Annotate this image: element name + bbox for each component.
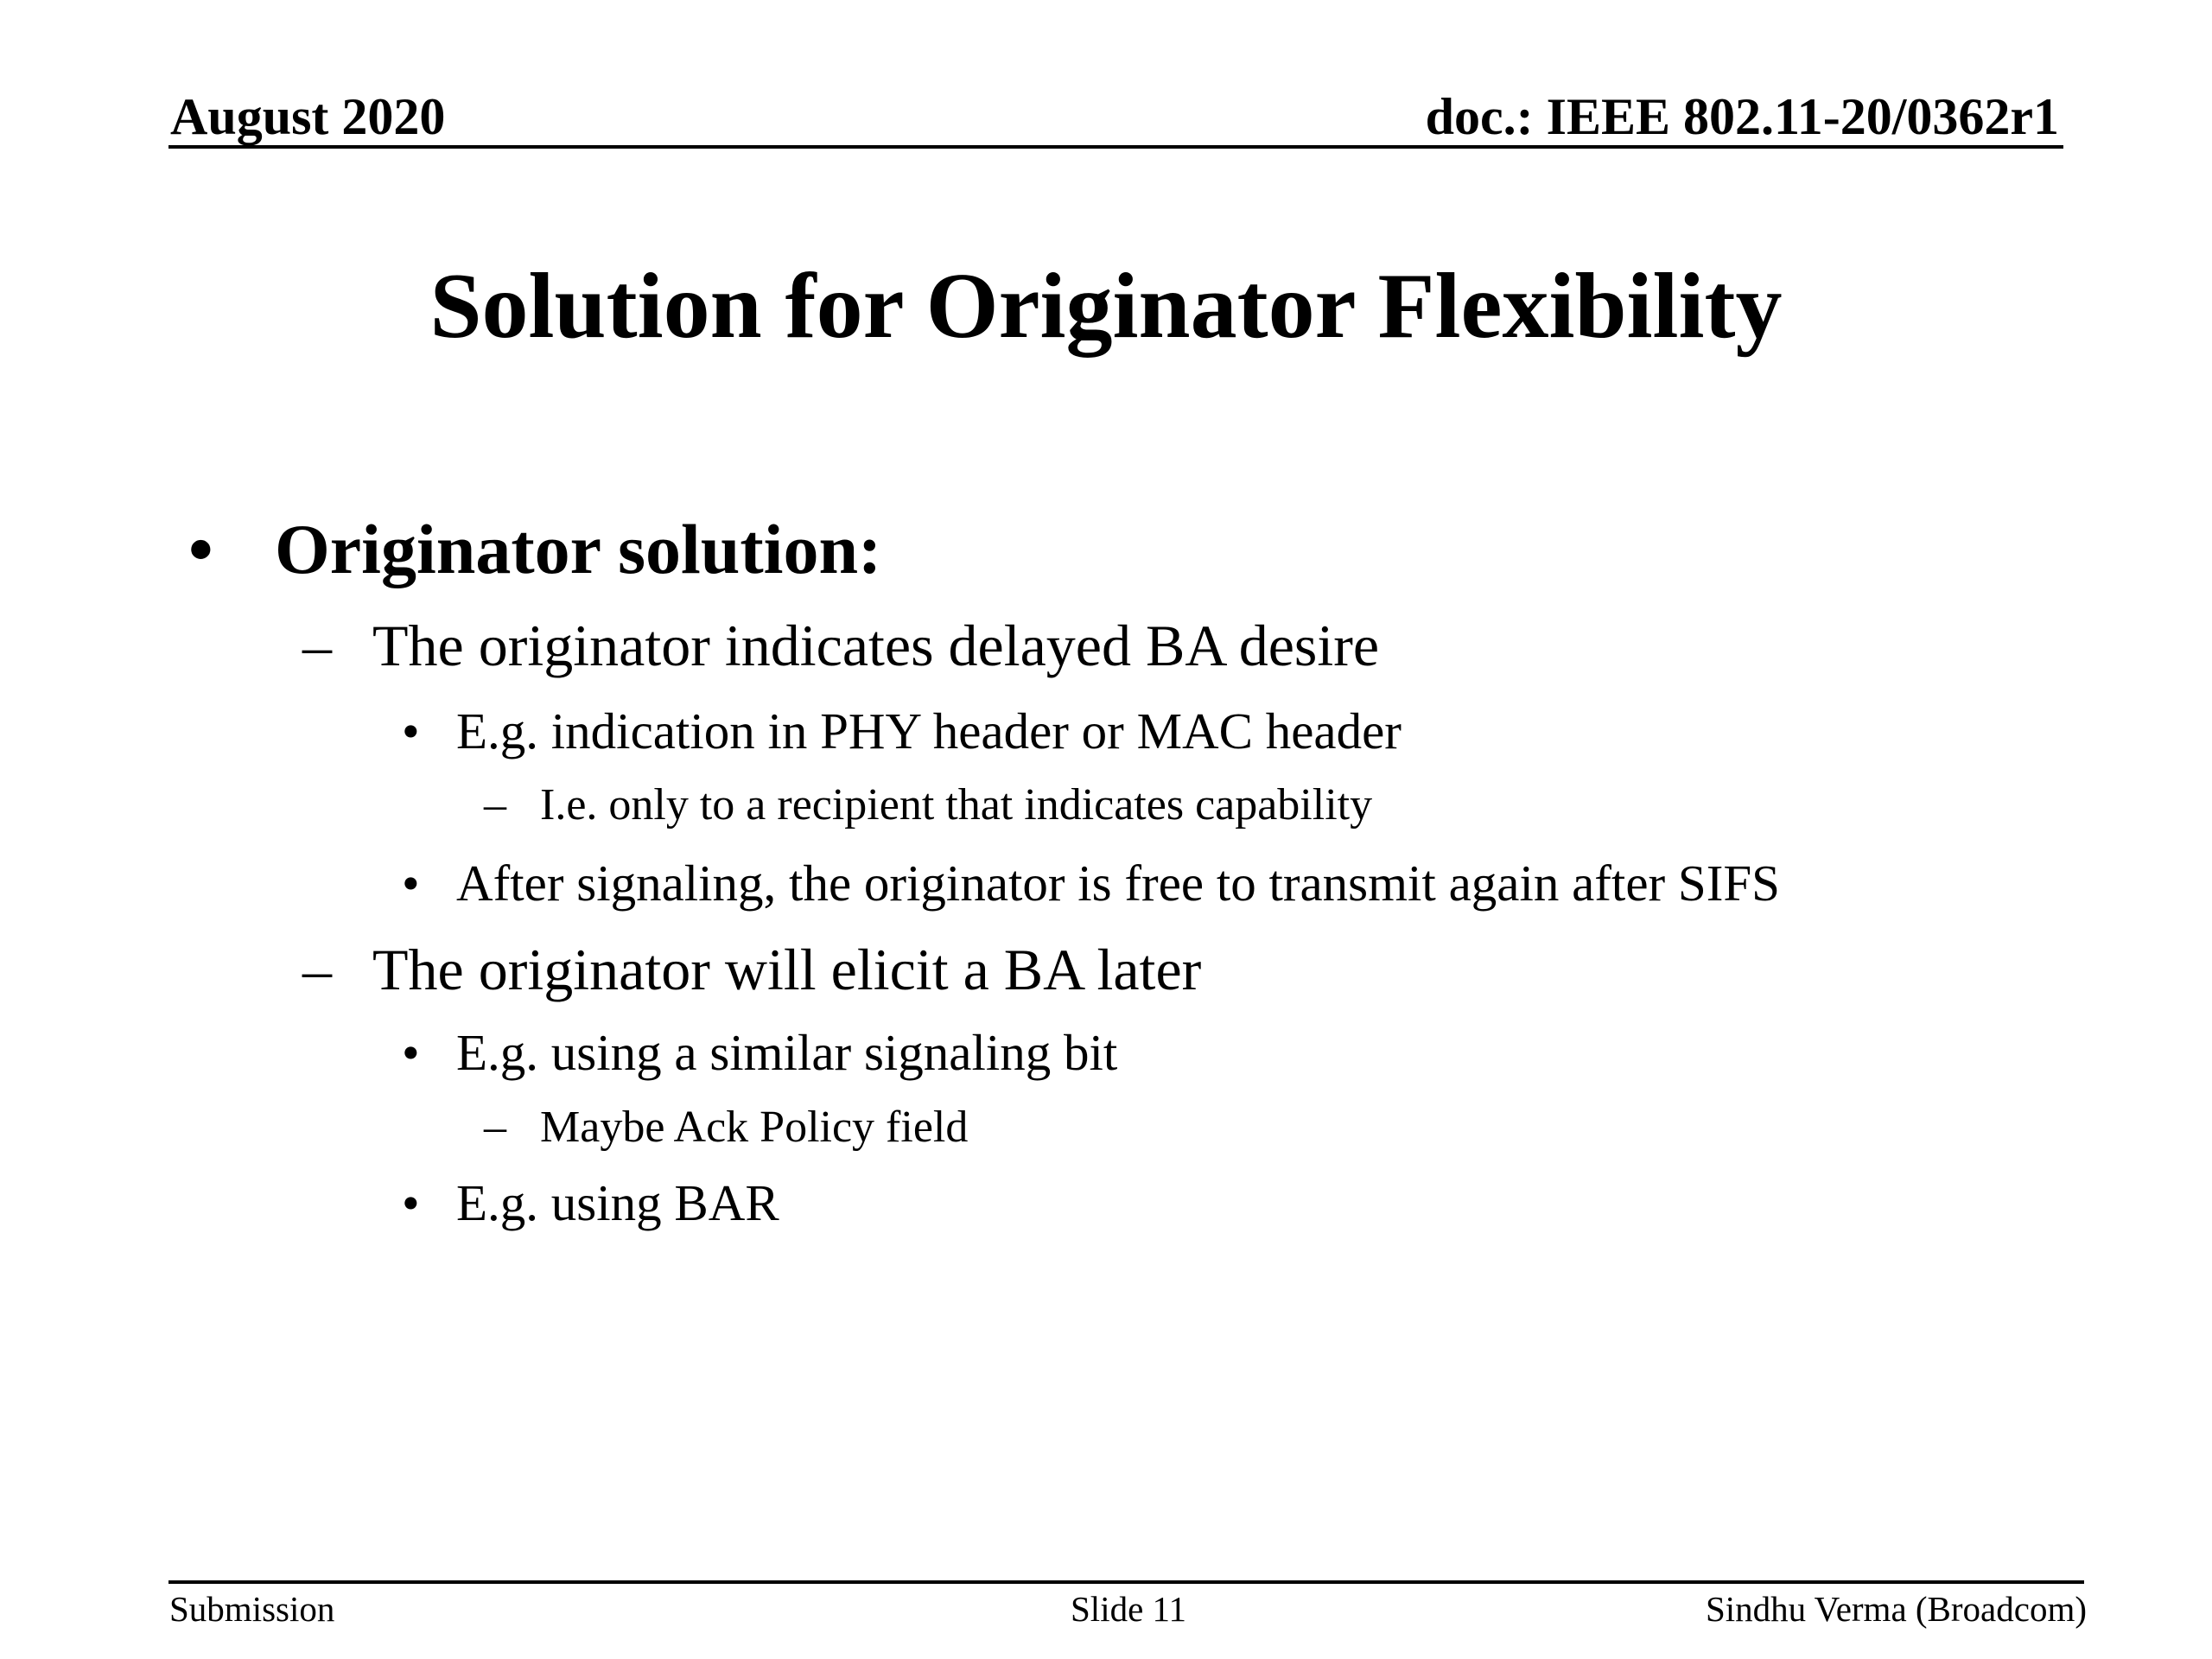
bullet-marker: –: [484, 780, 506, 830]
bullet-text: I.e. only to a recipient that indicates capability: [540, 780, 1373, 830]
bullet-text: The originator will elicit a BA later: [372, 937, 1202, 1002]
footer-submission: Submission: [169, 1589, 335, 1629]
header-doc-id: doc.: IEEE 802.11-20/0362r1: [1425, 88, 2059, 145]
bullet-text: Maybe Ack Policy field: [540, 1103, 969, 1152]
bullet-text: The originator indicates delayed BA desire: [372, 613, 1380, 678]
bullet-text: Originator solution:: [275, 510, 882, 588]
bullet-marker: •: [402, 855, 420, 912]
bullet-text: E.g. indication in PHY header or MAC header: [456, 702, 1402, 760]
bullet-text: E.g. using a similar signaling bit: [456, 1024, 1118, 1081]
footer-divider: [168, 1580, 2084, 1584]
bullet-marker: •: [188, 510, 213, 588]
header-divider: [168, 145, 2063, 149]
bullet-text: After signaling, the originator is free to transmit again after SIFS: [456, 855, 1780, 912]
footer-slide-number: Slide 11: [1071, 1589, 1187, 1629]
bullet-marker: •: [402, 1174, 420, 1231]
header-date: August 2020: [170, 88, 446, 145]
bullet-text: E.g. using BAR: [456, 1174, 779, 1231]
bullet-marker: –: [484, 1103, 506, 1152]
slide-title: Solution for Originator Flexibility: [429, 255, 1783, 358]
bullet-marker: •: [402, 1024, 420, 1081]
footer-author: Sindhu Verma (Broadcom): [1705, 1589, 2087, 1629]
bullet-marker: –: [302, 613, 332, 678]
bullet-marker: –: [302, 937, 332, 1002]
bullet-marker: •: [402, 702, 420, 760]
